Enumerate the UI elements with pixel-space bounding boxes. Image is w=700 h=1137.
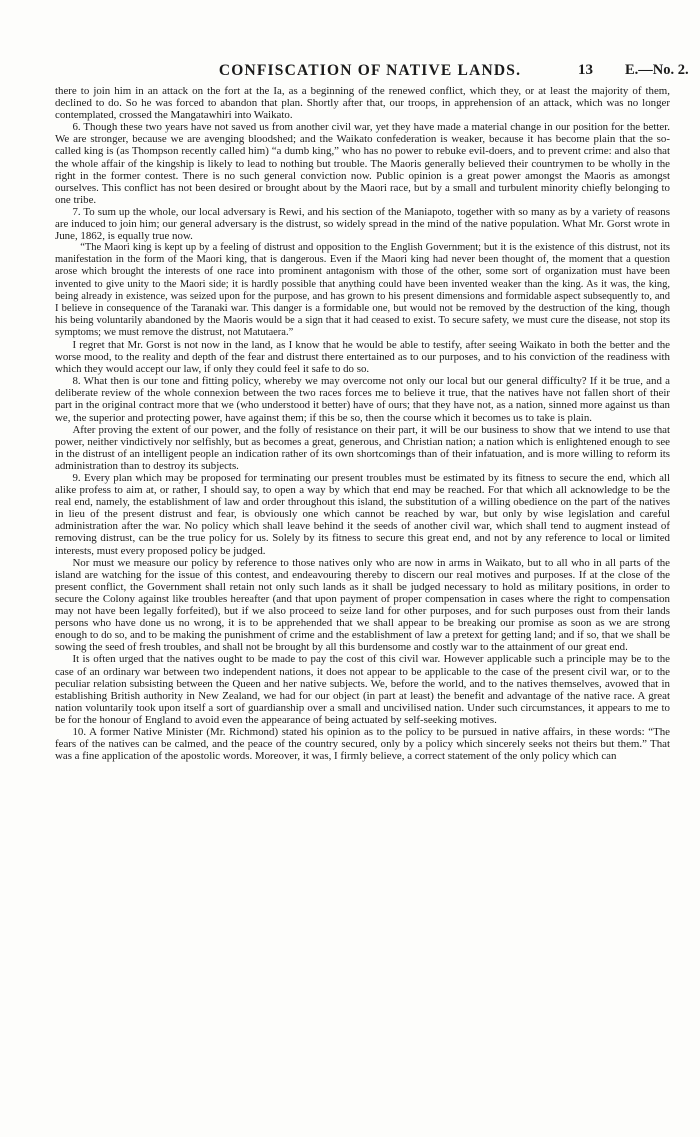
paragraph: 7. To sum up the whole, our local adversary is Rewi, and his section of the Maniapoto, together with so many as by a variety of reasons are induced to join him; our general adversary is the distrust, so widely spread in the mind of the native population. What Mr. Gorst wrote in June, 1862, is equally true now. <box>55 205 670 243</box>
block-quote: “The Maori king is kept up by a feeling of distrust and opposition to the English Government; but it is the existence of this distrust, not its manifestation in the form of the Maori king, that is dangerous. Even if the Maori king had never been thought of, the moment that a question arose which brought the interests of one race into prominent antagonism with those of the other, some sort of organization must have been invented to give unity to the Maori side; it is hardly possible that anything could have been invented weaker than the king. As it was, the king, being already in existence, was seized upon for the purpose, and has grown to his present dimensions and formidable aspect subsequently to, and I believe in consequence of the Taranaki war. This danger is a formidable one, but would not be removed by the destruction of the king, though his being voluntarily abandoned by the Maoris would be a sign that it had ceased to exist. To secure safety, we must cure the disease, not stop its symptoms; we must remove the distrust, not Matutaera.” <box>55 242 670 338</box>
page-title: CONFISCATION OF NATIVE LANDS. <box>218 62 522 79</box>
page-header <box>60 62 689 82</box>
paragraph: 6. Though these two years have not saved us from another civil war, yet they have made a material change in our position for the better. We are stronger, because we are avenging bloodshed; and the Waikato confederation is weaker, because it has become plain that the so-called king is (as Thompson recently called him) “a dumb king,” who has no power to rebuke evil-doers, and to prevent crime: and also that the whole affair of the kingship is likely to lead to nothing but trouble. The Maoris generally believed their countrymen to be wholly in the right in the former contest. There is no such general conviction now. Public opinion is a great power amongst the Maoris as amongst ourselves. This conflict has not been desired or brought about by the Maori race, but by a small and turbulent minority chiefly belonging to one tribe. <box>55 121 670 206</box>
paragraph: 8. What then is our tone and fitting policy, whereby we may overcome not only our local but our general difficulty? If it be true, and a deliberate review of the whole connexion between the two races forces me to believe it true, that the natives have not fallen short of their part in the original contract more that we (who understood it better) have of ours; that they have not, as a nation, sinned more against us than we, the superior and protecting power, have against them; if this be so, then the course which it becomes us to take is plain. <box>55 375 670 424</box>
document-reference: E.—No. 2. <box>625 62 689 78</box>
paragraph: It is often urged that the natives ought to be made to pay the cost of this civil war. However applicable such a principle may be to the case of an ordinary war between two independent nations, it does not appear to be applicable to the case of the present civil war, or to the peculiar relation subsisting between the Queen and her native subjects. We, before the world, and to the natives themselves, avowed that in establishing British authority in New Zealand, we had for our object (in part at least) the benefit and advantage of the native race. A great nation voluntarily took upon itself a sort of guardianship over a small and uncivilised nation. Under such circumstances, it appears to me to be for the honour of England to avoid even the appearance of being actuated by self-seeking motives. <box>55 653 670 726</box>
paragraph: there to join him in an attack on the fort at the Ia, as a beginning of the renewed conflict, which they, or at least the majority of them, declined to do. So he was forced to abandon that plan. Shortly after that, our troops, in apprehension of an attack, which was no longer contemplated, crossed the Mangatawhiri into Waikato. <box>55 85 670 122</box>
paragraph: After proving the extent of our power, and the folly of resistance on their part, it will be our business to show that we intend to use that power, neither vindictively nor selfishly, but as becomes a great, generous, and Christian nation; a nation which is enlightened enough to see in the distrust of an intelligent people an indication rather of its own shortcomings than of their infatuation, and is more willing to reform its administration than to destroy its subjects. <box>55 423 670 472</box>
paragraph: Nor must we measure our policy by reference to those natives only who are now in arms in Waikato, but to all who in all parts of the island are watching for the issue of this contest, and endeavouring thereby to discern our real motives and purposes. If at the close of the present conflict, the Government shall retain not only such lands as it shall be judged necessary to hold as military positions, in order to secure the Colony against like troubles hereafter (and that upon payment of proper compensation in cases where the right to compensation may not have been legally forfeited), but if we also proceed to seize land for other purposes, and for such purposes oust from their lands persons who have done us no wrong, it is to be apprehended that we shall appear to be breaking our promise as soon as we are strong enough to do so, and to be making the punishment of crime and the establishment of law a pretext for getting land; and if so, that we shall be sowing the seed of fresh troubles, and shall not be brought by all this burdensome and costly war to the attainment of our great end. <box>55 556 670 654</box>
page-number: 13 <box>578 62 593 78</box>
paragraph: I regret that Mr. Gorst is not now in the land, as I know that he would be able to testify, after seeing Waikato in both the better and the worse mood, to the reality and depth of the fear and distrust there entertained as to our purposes, and to his conviction of the readiness with which they would accept our law, if only they could feel it safe to do so. <box>55 338 670 376</box>
body-text <box>55 85 670 762</box>
paragraph: 10. A former Native Minister (Mr. Richmond) stated his opinion as to the policy to be pursued in native affairs, in these words: “The fears of the natives can be calmed, and the peace of the country secured, only by a policy which sincerely seeks not theirs but them.” That was a fine application of the apostolic words. Moreover, it was, I firmly believe, a correct statement of the only policy which can <box>55 725 670 763</box>
paragraph: 9. Every plan which may be proposed for terminating our present troubles must be estimated by its fitness to secure the end, which all alike profess to aim at, or rather, I should say, to open a way by which that end may be reached. For that which all acknowledge to be the real end, namely, the establishment of law and order throughout this island, the substitution of a willing obedience on the part of the natives in lieu of the present distrust and fear, is obviously one which cannot be reached by war, but only by wise legislation and careful administration after the war. No policy which shall leave behind it the seeds of another civil war, which shall tend to augment instead of removing distrust, can be the true policy for us. Solely by its fitness to secure this great end, and not by any reference to local or limited interests, must every proposed policy be judged. <box>55 472 670 557</box>
